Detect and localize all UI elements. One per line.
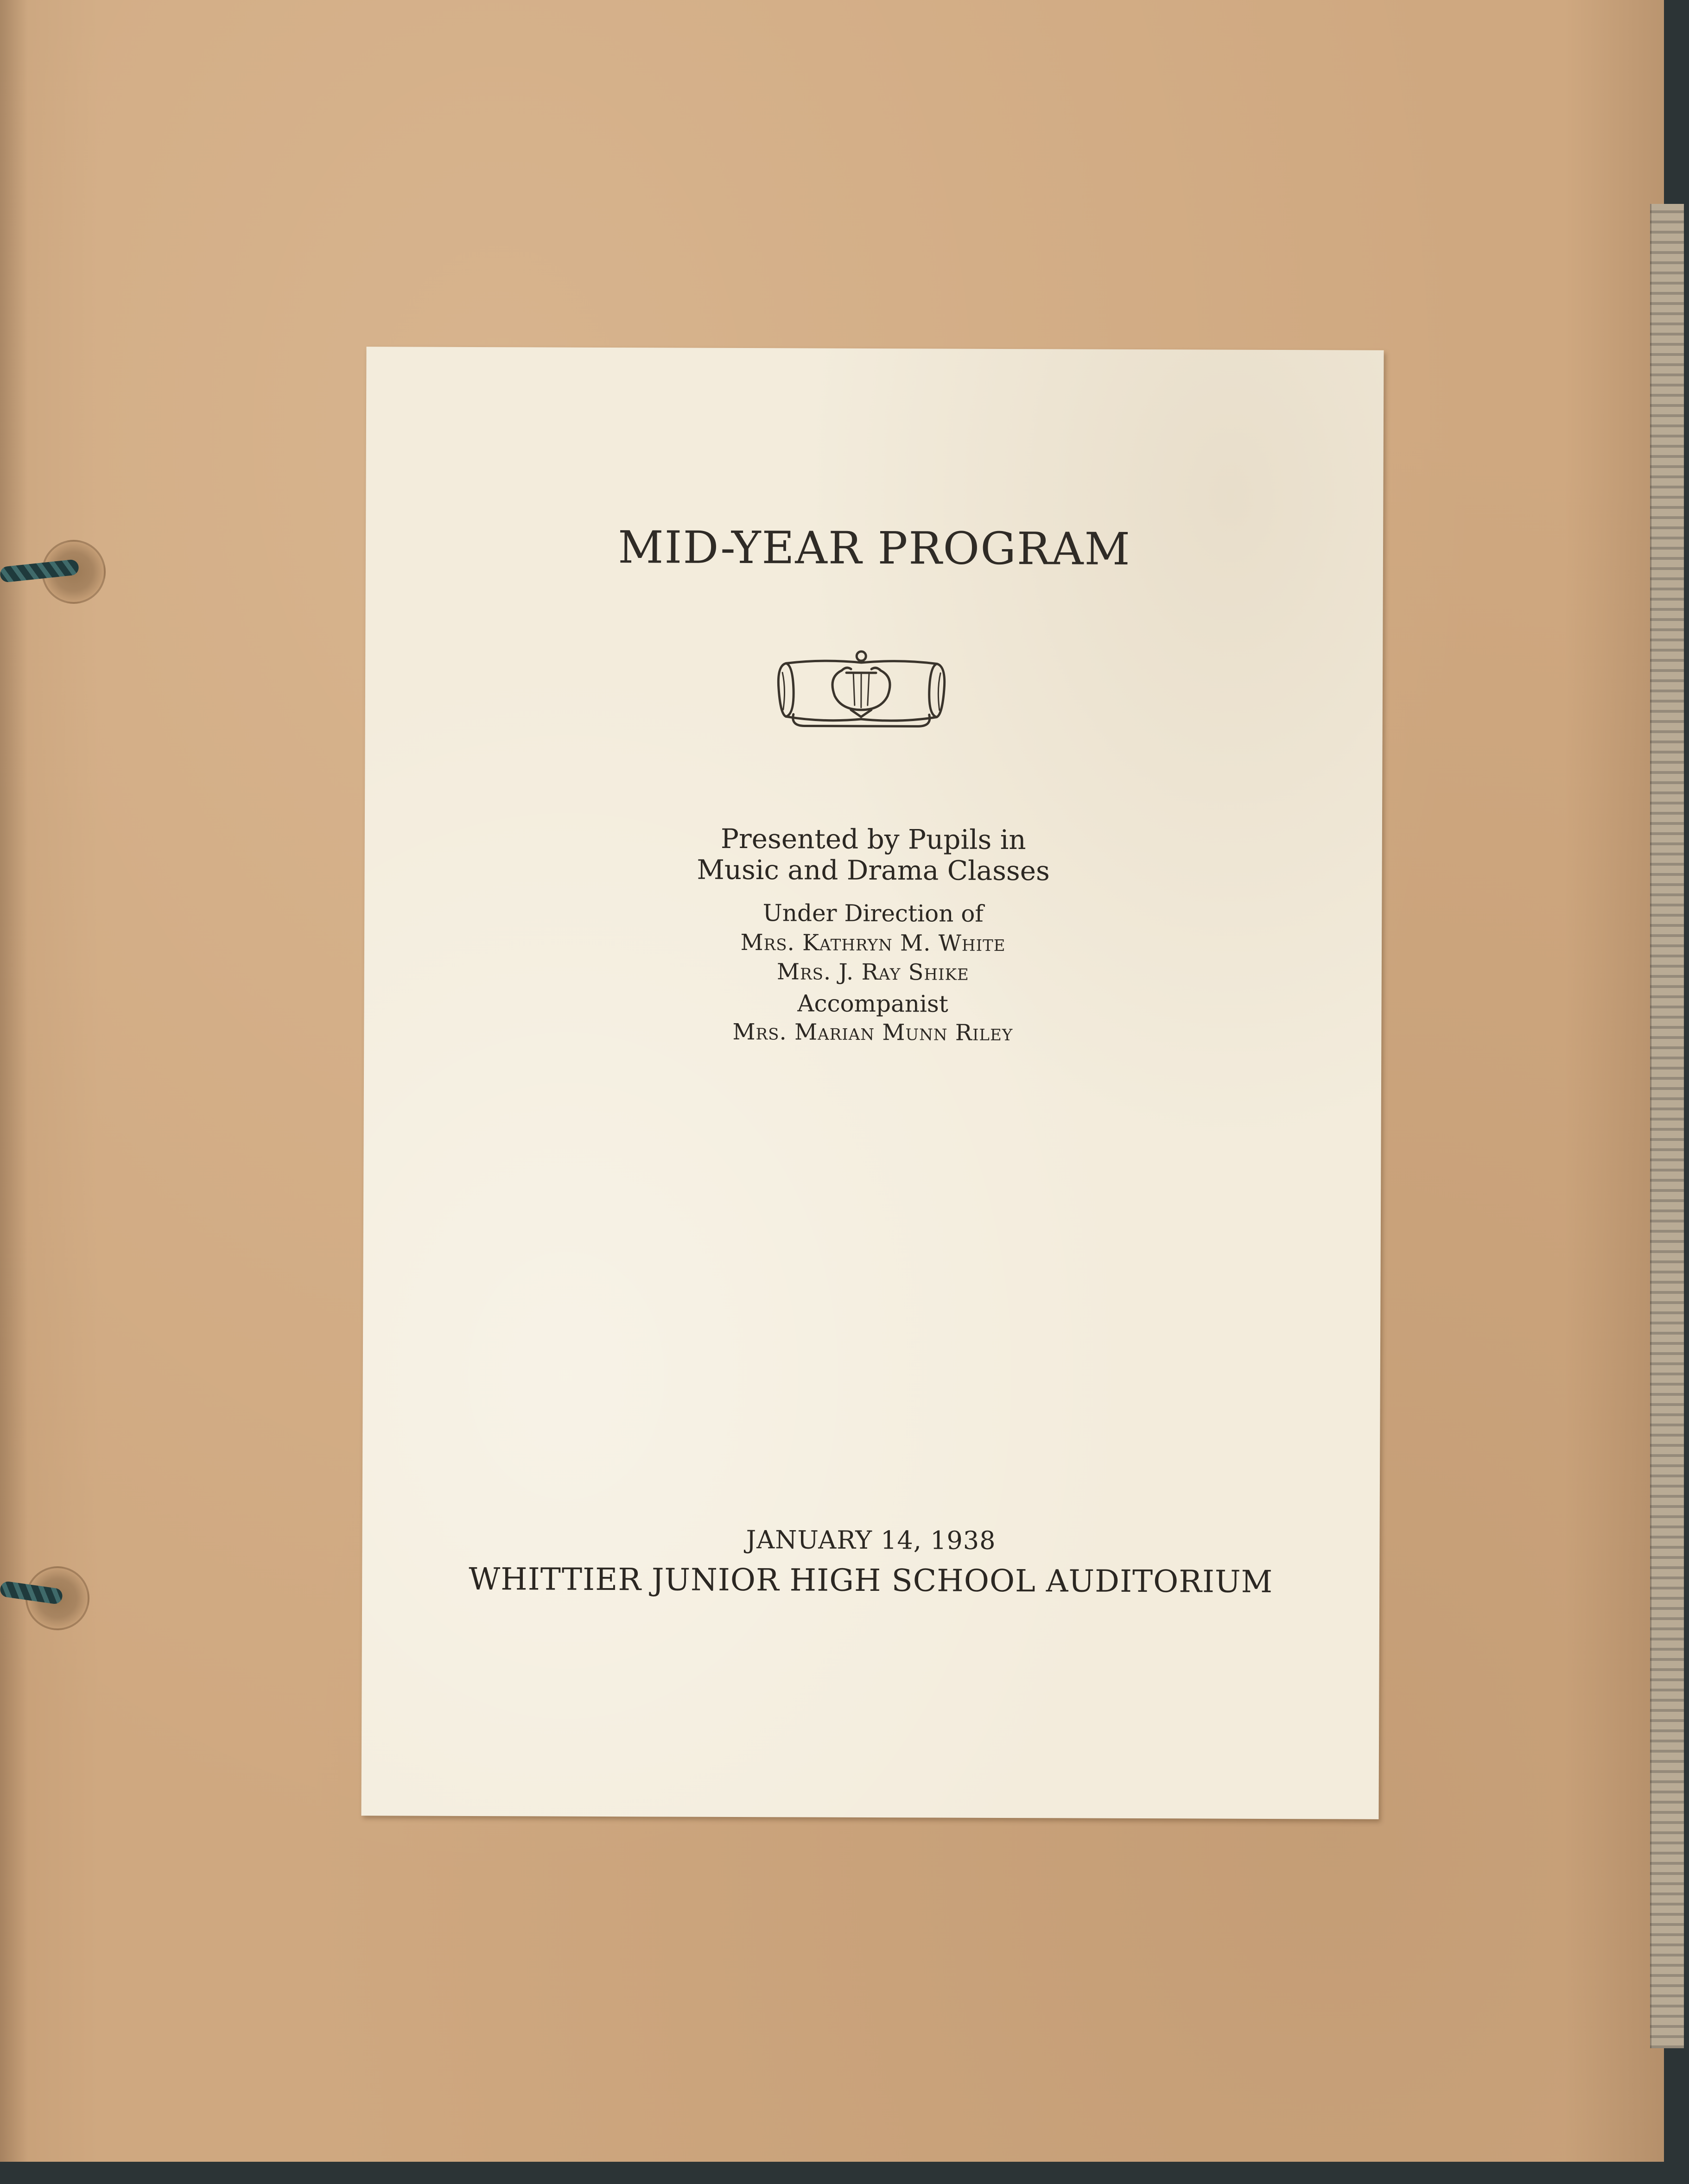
lyre-scroll-icon [772, 645, 951, 731]
under-direction-label: Under Direction of [762, 899, 984, 927]
director-white: Mrs. Kathryn M. White [740, 930, 1006, 956]
director-shike: Mrs. J. Ray Shike [776, 959, 969, 986]
program-title: MID-YEAR PROGRAM [618, 521, 1131, 575]
program-date: JANUARY 14, 1938 [746, 1525, 996, 1555]
program-venue: WHITTIER JUNIOR HIGH SCHOOL AUDITORIUM [469, 1561, 1273, 1600]
presented-by-line-1: Presented by Pupils in [720, 823, 1026, 856]
spine-shadow [0, 0, 28, 2162]
accompanist-label: Accompanist [797, 990, 948, 1018]
accompanist-riley: Mrs. Marian Munn Riley [732, 1019, 1013, 1046]
program-card [361, 347, 1384, 1819]
newspaper-clipping-edge [1650, 204, 1684, 2048]
presented-by-line-2: Music and Drama Classes [697, 854, 1050, 887]
